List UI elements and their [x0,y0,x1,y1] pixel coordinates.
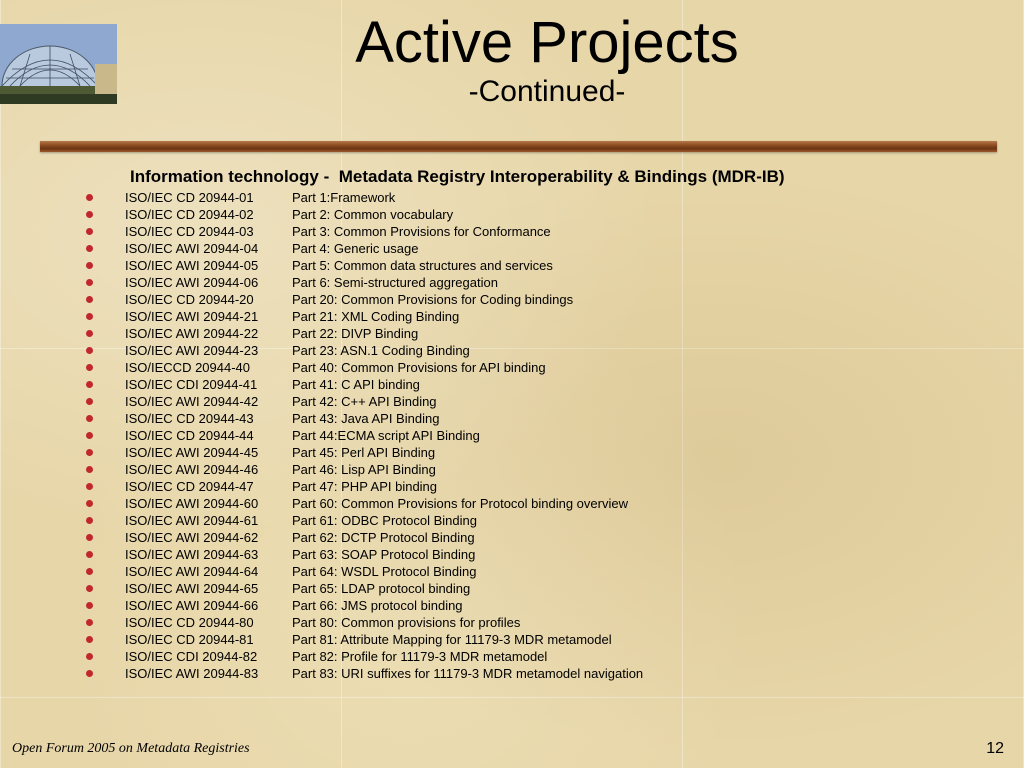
project-code: ISO/IEC AWI 20944-66 [125,598,259,613]
project-code: ISO/IEC CD 20944-47 [125,479,254,494]
project-code: ISO/IEC CD 20944-81 [125,632,254,647]
project-code: ISO/IEC CD 20944-44 [125,428,254,443]
bullet-icon [86,568,93,575]
project-code: ISO/IEC CDI 20944-82 [125,649,258,664]
bullet-icon [86,211,93,218]
project-part-title: Part 47: PHP API binding [292,479,438,494]
bullet-icon [86,194,93,201]
project-part-title: Part 20: Common Provisions for Coding bindings [292,292,574,307]
bullet-icon [86,619,93,626]
project-part-title: Part 80: Common provisions for profiles [292,615,521,630]
project-part-title: Part 22: DIVP Binding [292,326,419,341]
bullet-icon [86,449,93,456]
project-part-title: Part 63: SOAP Protocol Binding [292,547,476,562]
bullet-icon [86,466,93,473]
project-code: ISO/IEC AWI 20944-46 [125,462,259,477]
project-code: ISO/IEC CDI 20944-41 [125,377,258,392]
project-code: ISO/IEC AWI 20944-61 [125,513,259,528]
project-code: ISO/IEC AWI 20944-45 [125,445,259,460]
project-code: ISO/IEC AWI 20944-63 [125,547,259,562]
bullet-icon [86,534,93,541]
slide-title: Active Projects [355,10,739,75]
bullet-icon [86,653,93,660]
bullet-icon [86,551,93,558]
project-part-title: Part 23: ASN.1 Coding Binding [292,343,470,358]
project-part-title: Part 3: Common Provisions for Conformance [292,224,551,239]
project-part-title: Part 81: Attribute Mapping for 11179-3 MDR metamodel [292,632,612,647]
bullet-icon [86,415,93,422]
bullet-icon [86,245,93,252]
project-part-title: Part 21: XML Coding Binding [292,309,460,324]
section-heading: Information technology - Metadata Registry Interoperability & Bindings (MDR-IB) [130,167,785,186]
project-code: ISO/IEC AWI 20944-62 [125,530,259,545]
project-part-title: Part 82: Profile for 11179-3 MDR metamodel [292,649,548,664]
bullet-icon [86,483,93,490]
project-code: ISO/IEC AWI 20944-23 [125,343,259,358]
project-part-title: Part 41: C API binding [292,377,420,392]
slide-subtitle: -Continued- [468,75,626,108]
project-part-title: Part 66: JMS protocol binding [292,598,463,613]
bullet-icon [86,296,93,303]
bullet-icon [86,347,93,354]
bullet-icon [86,585,93,592]
bullet-icon [86,313,93,320]
bullet-icon [86,262,93,269]
bullet-icon [86,279,93,286]
project-part-title: Part 43: Java API Binding [292,411,440,426]
bullet-icon [86,228,93,235]
bullet-icon [86,602,93,609]
bullet-icon [86,330,93,337]
project-code: ISO/IEC AWI 20944-05 [125,258,259,273]
project-part-title: Part 62: DCTP Protocol Binding [292,530,475,545]
bullet-icon [86,398,93,405]
project-part-title: Part 6: Semi-structured aggregation [292,275,498,290]
project-code: ISO/IEC AWI 20944-22 [125,326,259,341]
project-code: ISO/IEC AWI 20944-06 [125,275,259,290]
project-code: ISO/IEC AWI 20944-65 [125,581,259,596]
title-divider [40,141,997,152]
footer-text: Open Forum 2005 on Metadata Registries [12,741,250,756]
bullet-icon [86,500,93,507]
project-part-title: Part 83: URI suffixes for 11179-3 MDR metamodel navigation [292,666,644,681]
project-code: ISO/IEC AWI 20944-83 [125,666,259,681]
project-code: ISO/IEC CD 20944-03 [125,224,254,239]
project-part-title: Part 40: Common Provisions for API binding [292,360,546,375]
project-part-title: Part 44:ECMA script API Binding [292,428,480,443]
project-part-title: Part 61: ODBC Protocol Binding [292,513,477,528]
project-code: ISO/IEC AWI 20944-64 [125,564,259,579]
bullet-icon [86,636,93,643]
project-code: ISO/IECCD 20944-40 [125,360,251,375]
bullet-icon [86,670,93,677]
project-part-title: Part 65: LDAP protocol binding [292,581,471,596]
project-part-title: Part 2: Common vocabulary [292,207,454,222]
project-code: ISO/IEC CD 20944-02 [125,207,254,222]
project-code: ISO/IEC AWI 20944-21 [125,309,259,324]
project-code: ISO/IEC CD 20944-80 [125,615,254,630]
project-code: ISO/IEC AWI 20944-60 [125,496,259,511]
bullet-icon [86,381,93,388]
bullet-icon [86,432,93,439]
project-code: ISO/IEC CD 20944-20 [125,292,254,307]
project-part-title: Part 60: Common Provisions for Protocol binding overview [292,496,628,511]
project-code: ISO/IEC CD 20944-01 [125,190,254,205]
bullet-icon [86,517,93,524]
project-part-title: Part 1:Framework [292,190,396,205]
project-part-title: Part 4: Generic usage [292,241,419,256]
bullet-icon [86,364,93,371]
project-part-title: Part 45: Perl API Binding [292,445,436,460]
project-code: ISO/IEC CD 20944-43 [125,411,254,426]
project-part-title: Part 5: Common data structures and services [292,258,553,273]
project-part-title: Part 46: Lisp API Binding [292,462,436,477]
project-code: ISO/IEC AWI 20944-04 [125,241,259,256]
page-number: 12 [986,740,1004,757]
project-part-title: Part 42: C++ API Binding [292,394,437,409]
project-code: ISO/IEC AWI 20944-42 [125,394,259,409]
project-part-title: Part 64: WSDL Protocol Binding [292,564,477,579]
